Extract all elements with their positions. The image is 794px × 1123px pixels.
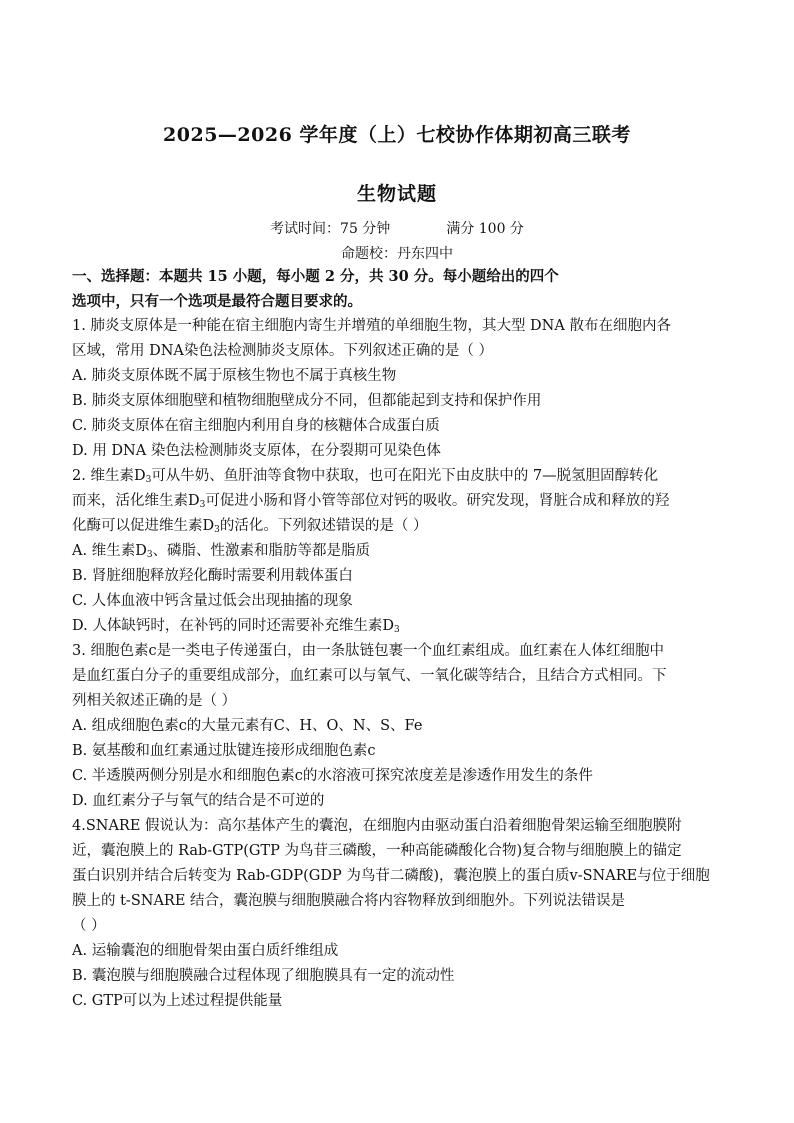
section-heading: 一、选择题：本题共 15 小题，每小题 2 分，共 30 分。每小题给出的四个	[72, 268, 559, 285]
q3-stem-line2: 是血红蛋白分子的重要组成部分，血红素可以与氧气、一氧化碳等结合，且结合方式相同。下	[72, 668, 667, 684]
q2-stem-text: 的活化。下列叙述错误的是（ ）	[219, 518, 428, 534]
exam-title: 2025—2026 学年度（上）七校协作体期初高三联考	[163, 124, 631, 146]
section-heading-cont: 选项中，只有一个选项是最符合题目要求的。	[72, 293, 362, 310]
q3-option-d: D. 血红素分子与氧气的结合是不可逆的	[72, 793, 325, 809]
q1-option-b: B. 肺炎支原体细胞壁和植物细胞壁成分不同，但都能起到支持和保护作用	[72, 393, 542, 409]
subscript: 3	[146, 550, 153, 560]
option-text: 、磷脂、性激素和脂肪等都是脂质	[152, 543, 371, 559]
subscript: 3	[393, 625, 400, 635]
q2-stem-text: 而来，活化维生素D	[72, 493, 200, 509]
q4-stem-line1: 4.SNARE 假说认为：高尔基体产生的囊泡，在细胞内由驱动蛋白沿着细胞骨架运输至细胞膜附	[72, 818, 682, 834]
q1-stem-line2: 区域，常用 DNA染色法检测肺炎支原体。下列叙述正确的是（ ）	[72, 343, 494, 359]
q4-stem-line2: 近，囊泡膜上的 Rab-GTP(GTP 为鸟苷三磷酸，一种高能磷酸化合物)复合物与细胞膜上的锚定	[72, 843, 682, 859]
q3-stem-line1: 3. 细胞色素c是一类电子传递蛋白，由一条肽链包裹一个血红素组成。血红素在人体红细胞中	[72, 643, 665, 659]
q2-stem-line1	[72, 464, 726, 492]
exam-time: 考试时间：75 分钟	[270, 221, 391, 237]
q3-option-c: C. 半透膜两侧分别是水和细胞色素c的水溶液可探究浓度差是渗透作用发生的条件	[72, 768, 593, 784]
q4-option-c: C. GTP可以为上述过程提供能量	[72, 993, 283, 1009]
subscript: 3	[145, 475, 152, 485]
q2-stem-text: 2. 维生素D	[72, 468, 146, 484]
q2-option-d	[72, 614, 726, 642]
q3-option-b: B. 氨基酸和血红素通过肽键连接形成细胞色素c	[72, 743, 376, 759]
q2-option-b: B. 肾脏细胞释放羟化酶时需要利用载体蛋白	[72, 568, 353, 584]
q4-option-b: B. 囊泡膜与细胞膜融合过程体现了细胞膜具有一定的流动性	[72, 968, 455, 984]
full-score: 满分 100 分	[446, 221, 524, 237]
q1-option-d: D. 用 DNA 染色法检测肺炎支原体，在分裂期可见染色体	[72, 443, 441, 459]
subscript: 3	[214, 525, 220, 535]
q1-option-c: C. 肺炎支原体在宿主细胞内利用自身的核糖体合成蛋白质	[72, 418, 440, 434]
setter-school: 命题校：丹东四中	[341, 246, 453, 262]
q4-stem-line4: 膜上的 t-SNARE 结合，囊泡膜与细胞膜融合将内容物释放到细胞外。下列说法错误是	[72, 893, 626, 909]
subscript: 3	[199, 500, 206, 510]
q2-stem-text: 可促进小肠和肾小管等部位对钙的吸收。研究发现，肾脏合成和释放的羟	[205, 493, 670, 509]
q2-stem-line3	[72, 514, 726, 542]
q2-stem-text: 化酶可以促进维生素D	[72, 518, 215, 534]
q4-option-a: A. 运输囊泡的细胞骨架由蛋白质纤维组成	[72, 943, 339, 959]
q4-stem-line3: 蛋白识别并结合后转变为 Rab-GDP(GDP 为鸟苷二磷酸)，囊泡膜上的蛋白质v-SNARE与位于细胞	[72, 868, 710, 884]
q4-stem-line5: （ ）	[72, 918, 106, 934]
q2-option-c: C. 人体血液中钙含量过低会出现抽搐的现象	[72, 593, 353, 609]
option-text: D. 人体缺钙时，在补钙的同时还需要补充维生素D	[72, 618, 394, 634]
q3-option-a: A. 组成细胞色素c的大量元素有C、H、O、N、S、Fe	[72, 718, 423, 734]
q1-stem-line1: 1. 肺炎支原体是一种能在宿主细胞内寄生并增殖的单细胞生物，其大型 DNA 散布在细胞内各	[72, 318, 671, 334]
exam-meta-line	[0, 218, 794, 238]
q2-option-a	[72, 539, 726, 567]
q3-stem-line3: 列相关叙述正确的是（ ）	[72, 693, 237, 709]
q1-option-a: A. 肺炎支原体既不属于原核生物也不属于真核生物	[72, 368, 397, 384]
subject-title: 生物试题	[356, 183, 437, 205]
option-text: A. 维生素D	[72, 543, 147, 559]
q2-stem-text: 可从牛奶、鱼肝油等食物中获取，也可在阳光下由皮肤中的 7—脱氢胆固醇转化	[151, 468, 659, 484]
q2-stem-line2	[72, 489, 726, 517]
